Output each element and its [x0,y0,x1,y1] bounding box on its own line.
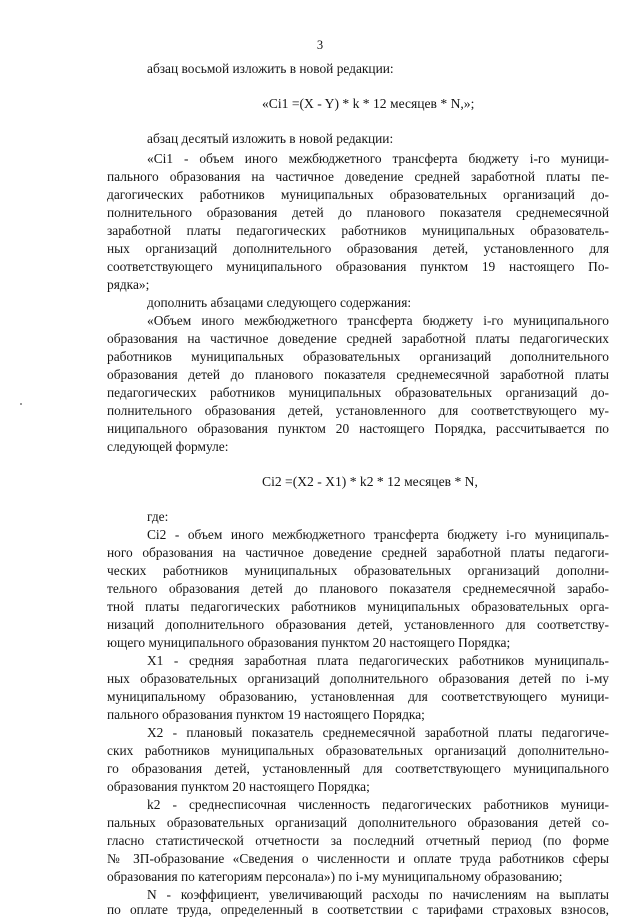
paragraph-line: заработной платы педагогических работников муниципальных образователь- [107,223,609,238]
paragraph-line: пального образования на частичное доведение средней заработной платы пе- [107,169,609,184]
definition-line: k2 - среднесписочная численность педагогических работников муници- [147,797,609,812]
definition-line-cut: по оплате труда, определенный в соответствии с тарифами страховых взносов, [107,902,609,917]
paragraph-line: педагогических работников муниципальных образовательных организаций до- [107,385,609,400]
definition-line: пального образования пунктом 19 настоящего Порядка; [107,707,425,722]
definition-line: ющего муниципального образования пунктом 20 настоящего Порядка; [107,635,511,650]
scan-speck [20,403,22,405]
where-label: где: [147,509,169,524]
instruction-line: абзац восьмой изложить в новой редакции: [147,61,394,76]
paragraph-line: образования на частичное доведение средней заработной платы педагогических [107,331,609,346]
definition-line: ных образовательных организаций дополнительного образования детей по i-му [107,671,609,686]
definition-line: пальных образовательных организаций дополнительного образования детей со- [107,815,609,830]
definition-line: ских работников муниципальных образовательных организаций дополнительно- [107,743,609,758]
paragraph-line: следующей формуле: [107,439,229,454]
paragraph-line: рядка»; [107,277,150,292]
definition-line: го образования детей, установленный для соответствующего муниципального [107,761,609,776]
definition-line: муниципальному образованию, установленная для соответствующего муници- [107,689,609,704]
definition-line: низаций дополнительного образования детей, установленного для соответству- [107,617,609,632]
definition-line: Ci2 - объем иного межбюджетного трансферта бюджету i-го муниципаль- [147,527,609,542]
paragraph-line: «Ci1 - объем иного межбюджетного трансферта бюджету i-го муници- [147,151,609,166]
definition-line: образования пунктом 20 настоящего Порядка; [107,779,370,794]
definition-line: тельного образования детей до планового показателя среднемесячной зарабо- [107,581,609,596]
paragraph-line: ниципального образования пунктом 20 настоящего Порядка, рассчитывается по [107,421,609,436]
instruction-line: дополнить абзацами следующего содержания: [147,295,412,310]
paragraph-line: ных организаций дополнительного образования детей, установленного для [107,241,609,256]
instruction-line: абзац десятый изложить в новой редакции: [147,131,394,146]
definition-line: X1 - средняя заработная плата педагогических работников муниципаль- [147,653,609,668]
paragraph-line: полнительного образования детей до планового показателя среднемесячной [107,205,609,220]
definition-line: № ЗП-образование «Сведения о численности и оплате труда работников сферы [107,851,609,866]
paragraph-line: полнительного образования детей, установленного для соответствующего му- [107,403,609,418]
definition-line: гласно статистической отчетности за последний отчетный период (по форме [107,833,609,848]
paragraph-line: «Объем иного межбюджетного трансферта бюджету i-го муниципального [147,313,609,328]
definition-line: образования по категориям персонала») по i-му муниципальному образованию; [107,869,563,884]
paragraph-line: соответствующего муниципального образования пунктом 19 настоящего По- [107,259,609,274]
paragraph-line: дагогических работников муниципальных образовательных организаций до- [107,187,609,202]
definition-line: X2 - плановый показатель среднемесячной заработной платы педагогиче- [147,725,609,740]
formula-ci1: «Ci1 =(X - Y) * k * 12 месяцев * N,»; [262,96,475,111]
definition-line: ного образования на частичное доведение средней заработной платы педагоги- [107,545,609,560]
definition-line: тной платы педагогических работников муниципальных образовательных орга- [107,599,609,614]
definition-line: ческих работников муниципальных образовательных организаций дополни- [107,563,609,578]
definition-line: N - коэффициент, увеличивающий расходы по начислениям на выплаты [147,887,609,902]
paragraph-line: образования детей до планового показателя среднемесячной заработной платы [107,367,609,382]
formula-ci2: Ci2 =(X2 - X1) * k2 * 12 месяцев * N, [262,474,478,489]
paragraph-line: работников муниципальных образовательных организаций дополнительного [107,349,609,364]
page-number: 3 [316,38,324,52]
